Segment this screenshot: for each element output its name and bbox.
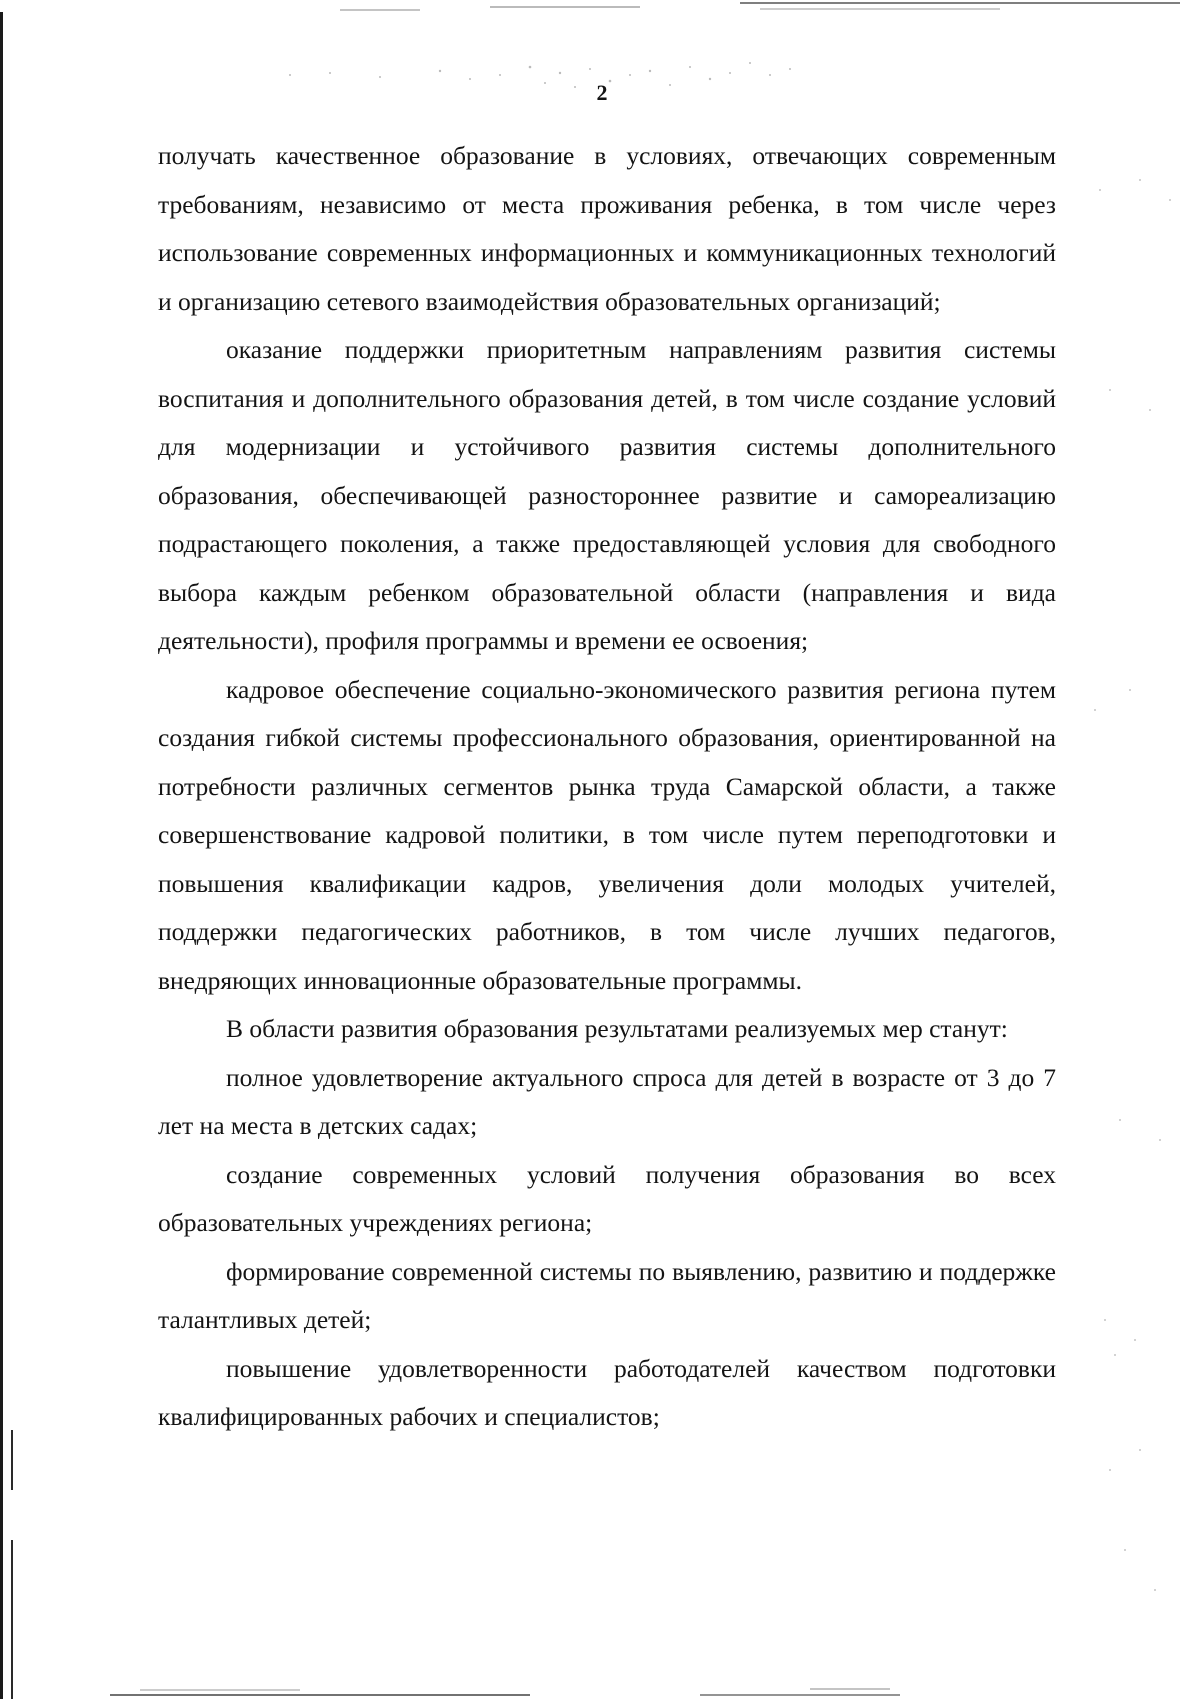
paragraph: оказание поддержки приоритетным направлениям развития системы воспитания и дополнительного образования детей, в том числе создание условий для модернизации и устойчивого развития системы дополнительного образования, обеспечивающей разностороннее развитие и самореализацию подрастающего поколения, а также предоставляющей условия для свободного выбора каждым ребенком образовательной области (направления и вида деятельности), профиля программы и времени ее освоения; xyxy=(158,335,1056,655)
scan-noise-right xyxy=(1080,170,1190,1620)
scan-margin-mark xyxy=(11,1430,13,1490)
page-number: 2 xyxy=(596,80,608,105)
scan-left-edge xyxy=(0,12,3,1699)
paragraph: полное удовлетворение актуального спроса для детей в возрасте от 3 до 7 лет на места в детских садах; xyxy=(158,1062,1056,1140)
paragraph: кадровое обеспечение социально-экономического развития региона путем создания гибкой системы профессионального образования, ориентированной на потребности различных сегментов рынка труда Самарской области, а также совершенствование кадровой политики, в том числе путем переподготовки и повышения квалификации кадров, увеличения доли молодых учителей, поддержки педагогических работников, в том числе лучших педагогов, внедряющих инновационные образовательные программы. xyxy=(158,674,1056,995)
paragraph: повышение удовлетворенности работодателей качеством подготовки квалифицированных рабочих и специалистов; xyxy=(158,1353,1056,1431)
document-body xyxy=(158,132,1056,1442)
paragraph: формирование современной системы по выявлению, развитию и поддержке талантливых детей; xyxy=(158,1256,1056,1334)
scan-bottom-artifacts xyxy=(0,1659,1200,1699)
scan-top-artifacts xyxy=(0,0,1200,14)
paragraph: создание современных условий получения образования во всех образовательных учреждениях региона; xyxy=(158,1159,1056,1237)
paragraph: получать качественное образование в условиях, отвечающих современным требованиям, независимо от места проживания ребенка, в том числе через использование современных информационных и коммуникационных технологий и организацию сетевого взаимодействия образовательных организаций; xyxy=(158,141,1056,316)
scan-noise xyxy=(270,45,870,115)
paragraph: В области развития образования результатами реализуемых мер станут: xyxy=(226,1014,1008,1043)
